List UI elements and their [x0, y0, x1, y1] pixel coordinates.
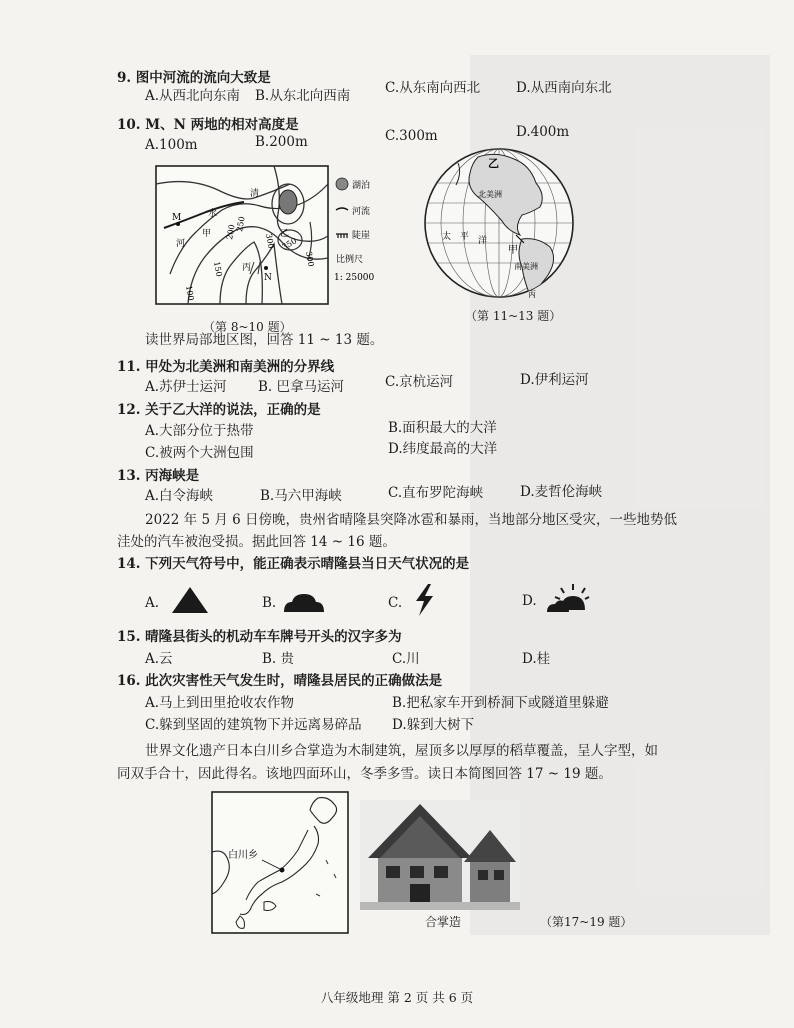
q13-stem: 13. 丙海峡是: [117, 468, 200, 484]
q13-option-b: B.马六甲海峡: [260, 488, 342, 504]
cloudy-icon: [282, 590, 326, 614]
japan-label-shirakawa: 白川乡: [228, 850, 258, 861]
q11-option-c: C.京杭运河: [385, 374, 454, 390]
q9-option-d: D.从西南向东北: [516, 80, 612, 96]
globe-label-yi: 乙: [488, 157, 499, 170]
intro-17-19-line1: 世界文化遗产日本白川乡合掌造为木制建筑，屋顶多以厚厚的稻草覆盖，呈人字型，如: [145, 743, 658, 759]
q12-stem: 12. 关于乙大洋的说法，正确的是: [117, 402, 321, 418]
q9-stem: 9. 图中河流的流向大致是: [117, 70, 271, 86]
q15-option-d: D.桂: [522, 651, 551, 667]
photo-caption: 合掌造: [425, 915, 462, 929]
q11-option-a: A.苏伊士运河: [145, 379, 227, 395]
q12-option-d: D.纬度最高的大洋: [388, 441, 498, 457]
contour-label-shui: 水: [208, 209, 218, 219]
q15-option-c: C.川: [392, 651, 420, 667]
q16-option-d: D.躲到大树下: [392, 717, 475, 733]
japan-map: [210, 790, 350, 935]
page-footer: 八年级地理 第 2 页 共 6 页: [320, 990, 474, 1005]
contour-label-250: 250: [235, 215, 247, 233]
q15-option-b: B. 贵: [262, 651, 295, 667]
q12-option-b: B.面积最大的大洋: [388, 420, 497, 436]
q11-option-b: B. 巴拿马运河: [258, 379, 345, 395]
q12-option-c: C.被两个大洲包围: [145, 445, 254, 461]
contour-label-350: 350: [280, 236, 299, 252]
q16-option-a: A.马上到田里抢收农作物: [145, 695, 295, 711]
globe-map-caption: （第 11~13 题）: [465, 309, 562, 323]
intro-14-16-line2: 洼处的汽车被泡受损。据此回答 14 ~ 16 题。: [117, 534, 396, 550]
q10-stem: 10. M、N 两地的相对高度是: [117, 117, 299, 133]
globe-label-south-america: 南美洲: [514, 262, 538, 271]
intro-11-13: 读世界局部地区图，回答 11 ~ 13 题。: [145, 332, 384, 348]
globe-label-north-america: 北美洲: [478, 190, 502, 199]
q14-option-a: A.: [145, 595, 160, 611]
q14-option-c: C.: [388, 595, 403, 611]
legend-scale-value: 1: 25000: [334, 273, 375, 283]
globe-map: [418, 143, 580, 303]
globe-label-bing: 丙: [528, 290, 536, 299]
contour-label-he: 河: [176, 239, 186, 249]
caption-17-19: （第17~19 题）: [540, 915, 633, 929]
q9-option-c: C.从东南向西北: [385, 80, 481, 96]
contour-label-jia: 甲: [202, 229, 212, 239]
q16-option-c: C.躲到坚固的建筑物下并远离易碎品: [145, 717, 362, 733]
globe-label-ping: 平: [460, 232, 470, 242]
thunderstorm-icon: [412, 583, 436, 617]
contour-label-100: 100: [184, 284, 196, 302]
q14-stem: 14. 下列天气符号中，能正确表示晴隆县当日天气状况的是: [117, 556, 470, 572]
legend-river: 河流: [352, 207, 371, 217]
q15-option-a: A.云: [145, 651, 173, 667]
q13-option-c: C.直布罗陀海峡: [388, 485, 484, 501]
q11-stem: 11. 甲处为北美洲和南美洲的分界线: [117, 359, 335, 375]
legend-cliff: 陡崖: [352, 231, 371, 241]
globe-label-yang: 洋: [478, 236, 488, 246]
q10-option-a: A.100m: [145, 137, 198, 153]
sunny-to-cloudy-icon: [545, 582, 591, 614]
q12-option-a: A.大部分位于热带: [145, 423, 254, 439]
hail-icon: [170, 585, 210, 615]
q13-option-a: A.白令海峡: [145, 488, 214, 504]
globe-label-tai: 太: [442, 232, 452, 242]
legend-lake: 湖泊: [352, 181, 371, 191]
contour-legend: [334, 178, 375, 283]
q9-option-a: A.从西北向东南: [145, 88, 241, 104]
contour-label-200: 200: [225, 223, 237, 241]
contour-label-bing: 丙: [242, 263, 252, 273]
gassho-zukuri-photo: [360, 800, 520, 910]
q14-option-d: D.: [522, 593, 537, 609]
q10-option-c: C.300m: [385, 128, 438, 144]
q10-option-d: D.400m: [516, 124, 570, 140]
q16-stem: 16. 此次灾害性天气发生时，晴隆县居民的正确做法是: [117, 673, 443, 689]
contour-label-qing: 清: [250, 189, 260, 199]
contour-label-300b: 300: [304, 250, 316, 268]
intro-17-19-line2: 同双手合十，因此得名。该地四面环山，冬季多雪。读日本简图回答 17 ~ 19 题。: [117, 766, 612, 782]
q16-option-b: B.把私家车开到桥洞下或隧道里躲避: [392, 695, 609, 711]
contour-label-m: M: [172, 213, 182, 223]
contour-map: [150, 162, 410, 317]
contour-map-caption: （第 8~10 题）: [203, 320, 292, 334]
globe-label-jia: 甲: [508, 245, 518, 256]
q14-option-b: B.: [262, 595, 277, 611]
contour-label-300: 300: [264, 232, 276, 250]
intro-14-16-line1: 2022 年 5 月 6 日傍晚，贵州省晴隆县突降冰雹和暴雨，当地部分地区受灾，一些地势低: [145, 512, 677, 528]
q13-option-d: D.麦哲伦海峡: [520, 484, 603, 500]
q9-option-b: B.从东北向西南: [255, 88, 351, 104]
q10-option-b: B.200m: [255, 134, 308, 150]
q15-stem: 15. 晴隆县街头的机动车车牌号开头的汉字多为: [117, 629, 402, 645]
contour-label-150: 150: [212, 260, 224, 278]
legend-scale: 比例尺: [336, 255, 364, 265]
contour-label-n: N: [264, 273, 272, 283]
contour-label-yi: 乙: [280, 229, 290, 239]
q11-option-d: D.伊利运河: [520, 372, 589, 388]
